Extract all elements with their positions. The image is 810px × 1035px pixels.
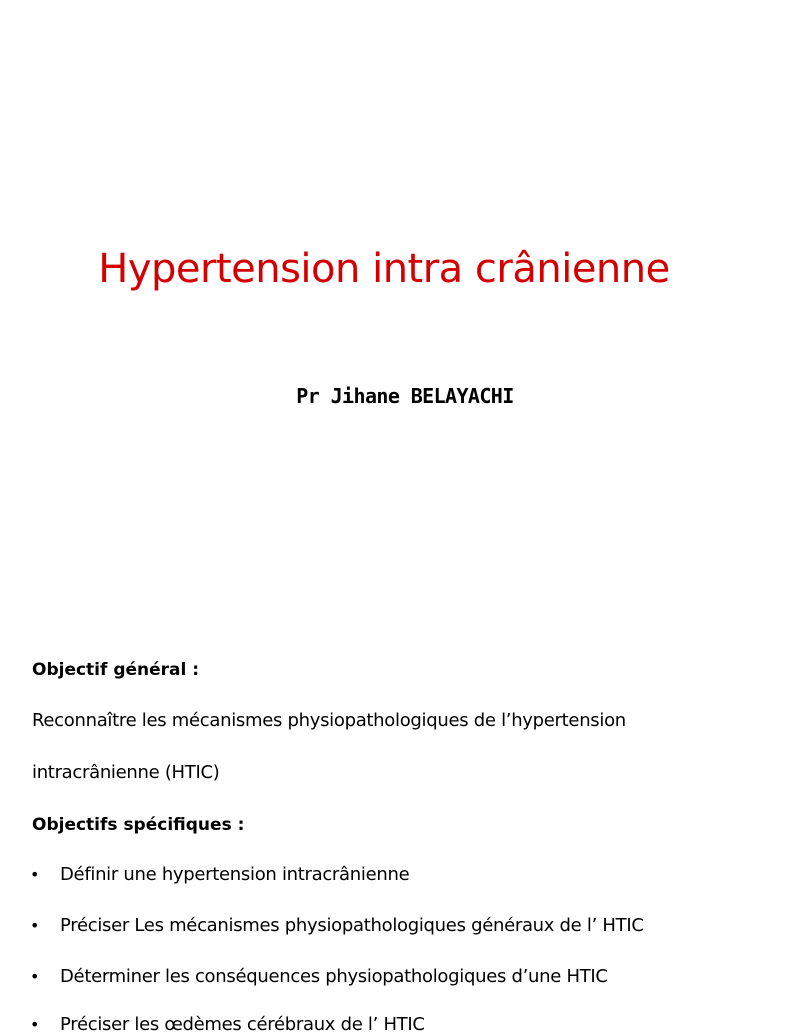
specific-objective-item xyxy=(30,966,608,987)
general-objective-heading xyxy=(32,660,199,680)
specific-objectives-heading xyxy=(32,815,244,835)
document-title: Hypertension intra crânienne xyxy=(98,246,670,292)
general-objective-heading-text: Objectif général xyxy=(32,660,187,680)
general-objective-text-line-2: intracrânienne (HTIC) xyxy=(32,762,220,783)
general-objective-colon: : xyxy=(192,660,200,680)
bullet-icon: • xyxy=(30,916,40,935)
specific-objective-item xyxy=(30,915,644,936)
specific-objectives-colon: : xyxy=(237,815,245,835)
specific-objective-text: Préciser les œdèmes cérébraux de l’ HTIC xyxy=(60,1014,425,1035)
specific-objectives-heading-text: Objectifs spécifiques xyxy=(32,815,232,835)
bullet-icon: • xyxy=(30,967,40,986)
specific-objective-text: Déterminer les conséquences physiopathologiques d’une HTIC xyxy=(60,966,608,987)
specific-objective-item xyxy=(30,864,409,885)
specific-objective-text: Préciser Les mécanismes physiopathologiques généraux de l’ HTIC xyxy=(60,915,644,936)
specific-objective-text: Définir une hypertension intracrânienne xyxy=(60,864,410,885)
bullet-icon: • xyxy=(30,1015,40,1034)
general-objective-text-line-1: Reconnaître les mécanismes physiopathologiques de l’hypertension xyxy=(32,710,626,731)
specific-objective-item xyxy=(30,1014,425,1035)
bullet-icon: • xyxy=(30,865,40,884)
author-name: Pr Jihane BELAYACHI xyxy=(296,384,514,408)
